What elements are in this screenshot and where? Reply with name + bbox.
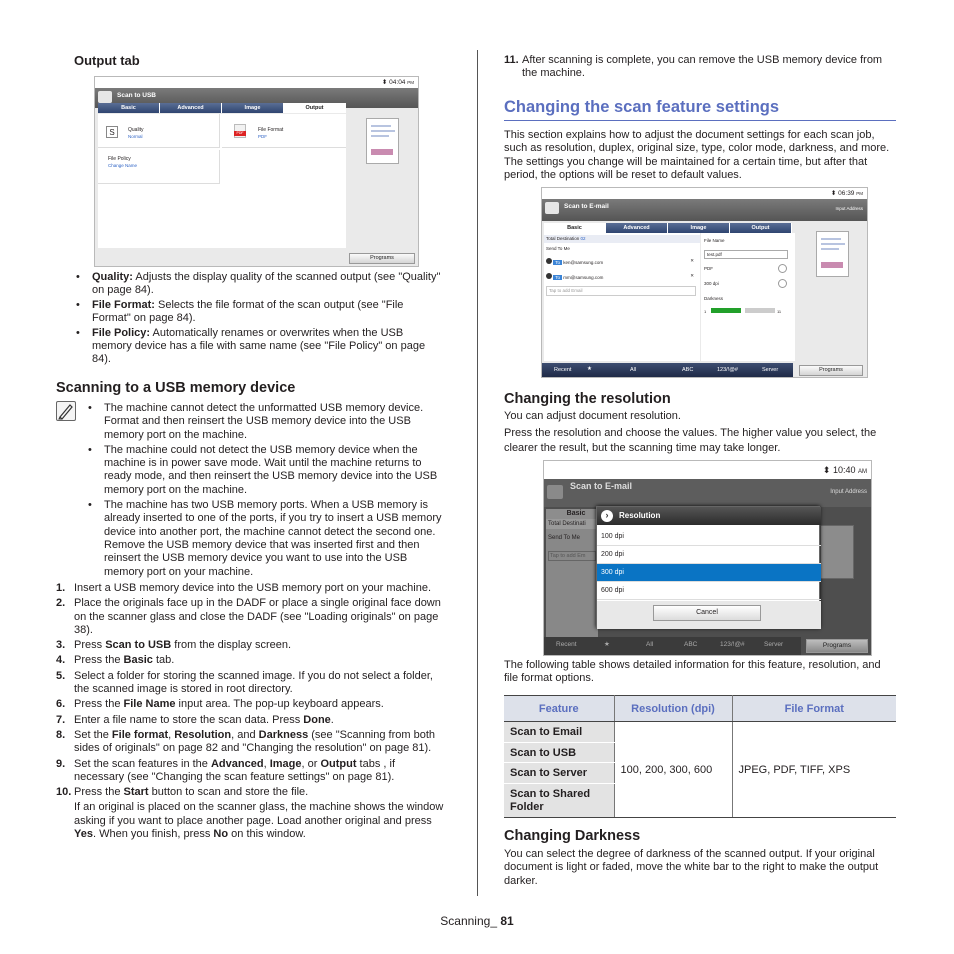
- status-bar: ⬍ 04:04 PM: [95, 77, 418, 88]
- resolution-paragraph-2: Press the resolution and choose the values. The higher value you select, the clearer the result, but the scanning time may take longer.: [504, 427, 877, 454]
- feature-cell: Scan to Server: [504, 763, 614, 784]
- feature-cell: Scan to Shared Folder: [504, 784, 614, 818]
- feature-cell: Scan to USB: [504, 743, 614, 763]
- nav-123[interactable]: 123/!@#: [720, 641, 745, 648]
- step-item: 3. Press Scan to USB from the display screen.: [56, 639, 292, 652]
- programs-button[interactable]: Programs: [806, 639, 868, 653]
- column-header: Resolution (dpi): [614, 696, 732, 722]
- step-item: 4. Press the Basic tab.: [56, 654, 175, 667]
- tab-bar: [98, 103, 346, 113]
- quality-value[interactable]: Normal: [128, 134, 143, 139]
- input-address-button[interactable]: Input Address: [835, 206, 863, 211]
- nav-123[interactable]: 123/!@#: [717, 367, 738, 373]
- usb-icon: ⬍: [381, 79, 388, 86]
- step-item: 8. Set the File format, Resolution, and Darkness (see "Scanning from both sides of originals" on page 82 and "Changing the resolution" on page 81).: [56, 728, 436, 755]
- screen-title: Scan to E-mail: [564, 203, 609, 210]
- step-item: 7. Enter a file name to store the scan data. Press Done.: [56, 713, 334, 726]
- screen-title-bar: [542, 199, 867, 221]
- page-footer: [0, 914, 954, 928]
- step-10-note: If an original is placed on the scanner glass, the machine shows the window asking if you want to place another page. Load another original and press Yes. When you finish, press No on this window.: [74, 801, 444, 841]
- format-value[interactable]: PDF: [704, 266, 713, 271]
- preview-thumbnail: [820, 525, 854, 579]
- usb-icon: ⬍: [830, 190, 837, 197]
- column-divider: [477, 50, 478, 896]
- file-policy-label: File Policy: [108, 156, 131, 162]
- table-row: [504, 722, 896, 743]
- dialog-footer: [597, 601, 821, 629]
- pdf-icon: PDF: [234, 124, 246, 138]
- cancel-button[interactable]: Cancel: [653, 605, 761, 621]
- recipient-row-1[interactable]: To ken@samsung.com ✕: [546, 258, 696, 265]
- step-item: 6. Press the File Name input area. The pop-up keyboard appears.: [56, 698, 384, 711]
- step-item: 1. Insert a USB memory device into the USB memory port on your machine.: [56, 582, 432, 594]
- status-bar: ⬍ 10:40 AM: [544, 461, 871, 479]
- tab-bar: [544, 223, 792, 233]
- programs-button[interactable]: Programs: [349, 253, 415, 264]
- file-format-option[interactable]: [222, 114, 346, 148]
- quality-label: Quality: [128, 127, 144, 133]
- remove-icon: ✕: [690, 273, 694, 278]
- destination-pane: [544, 233, 700, 361]
- preview-thumbnail: [366, 118, 399, 164]
- tab-output[interactable]: Output: [730, 223, 792, 233]
- home-icon[interactable]: [545, 202, 559, 214]
- preview-thumbnail: [816, 231, 849, 277]
- table-intro: The following table shows detailed information for this feature, resolution, and file format options.: [504, 659, 881, 685]
- nav-abc[interactable]: ABC: [682, 367, 694, 373]
- nav-recent[interactable]: Recent: [554, 367, 572, 373]
- darkness-slider-track[interactable]: [745, 308, 775, 313]
- feature-table: [504, 695, 896, 818]
- page-number: 81: [500, 914, 514, 928]
- scan-to-email-screenshot: [541, 187, 868, 378]
- tab-basic[interactable]: Basic: [98, 103, 160, 113]
- nav-all[interactable]: All: [630, 367, 637, 373]
- format-cell: JPEG, PDF, TIFF, XPS: [732, 722, 896, 818]
- scan-feature-settings-heading: Changing the scan feature settings: [504, 98, 780, 116]
- dimmed-destination-pane: Total Destinati Send To Me Tap to add Em: [546, 519, 598, 639]
- nav-server[interactable]: Server: [764, 641, 784, 648]
- tab-basic[interactable]: Basic: [546, 509, 606, 519]
- feature-cell: Scan to Email: [504, 722, 614, 743]
- bottom-navigation: [542, 363, 793, 378]
- step-11: 11. After scanning is complete, you can remove the USB memory device from the machine.: [504, 54, 883, 80]
- star-icon[interactable]: ★: [587, 366, 592, 372]
- step-item: 5. Select a folder for storing the scanned image. If you do not select a folder, the scanned image is stored in root directory.: [56, 669, 433, 696]
- quality-option[interactable]: [98, 114, 220, 148]
- output-tab-heading: Output tab: [74, 53, 140, 68]
- nav-all[interactable]: All: [646, 641, 654, 648]
- darkness-paragraph: You can select the degree of darkness of the scanned output. If your original document is light or faded, move the white bar to the right to make the output darker.: [504, 848, 879, 887]
- input-address-button[interactable]: Input Address: [830, 489, 867, 495]
- scan-to-usb-screenshot: [94, 76, 419, 267]
- note-bullet: • The machine could not detect the USB memory device when the machine is in power save mode. Wait until the machine returns to ready mode, and then reinsert the USB memory device into the USB memory port on the machine.: [86, 444, 448, 497]
- file-policy-option[interactable]: [98, 150, 220, 184]
- resolution-dialog: [596, 506, 820, 628]
- resolution-cell: 100, 200, 300, 600: [614, 722, 732, 818]
- output-pane: [98, 114, 346, 248]
- bullet-quality: • Quality: Adjusts the display quality of the scanned output (see "Quality" on page 84).: [74, 271, 444, 298]
- nav-server[interactable]: Server: [762, 367, 779, 373]
- intro-paragraph: This section explains how to adjust the document settings for each scan job, such as resolution, duplex, original size, type, color mode, darkness, and more. The settings you change will be maintained for a certain time, but after that period, the options will be reset to default values.: [504, 129, 890, 181]
- dialog-title: › Resolution: [597, 507, 821, 525]
- home-icon[interactable]: [98, 91, 112, 103]
- resolution-dialog-screenshot: [543, 460, 872, 656]
- column-header: Feature: [504, 696, 614, 722]
- usb-icon: ⬍: [822, 465, 831, 475]
- usb-heading: Scanning to a USB memory device: [56, 380, 296, 396]
- column-header: File Format: [732, 696, 896, 722]
- chevron-right-icon[interactable]: [778, 264, 787, 273]
- resolution-value[interactable]: 300 dpi: [704, 281, 719, 286]
- file-name-label: File Name: [704, 238, 725, 243]
- home-icon[interactable]: [547, 485, 563, 499]
- file-name-input[interactable]: test.pdf: [704, 250, 788, 259]
- tab-basic[interactable]: Basic: [544, 223, 606, 233]
- tap-to-add-email-input[interactable]: Tap to add Email: [546, 286, 696, 296]
- output-bullet-list: [74, 271, 444, 368]
- quality-icon: S: [106, 126, 118, 138]
- file-policy-value[interactable]: Change Name: [108, 163, 138, 168]
- resolution-option[interactable]: 100 dpi: [597, 528, 821, 546]
- screen-title-bar: Scan to E-mail Input Address: [544, 479, 871, 507]
- resolution-option-list: [597, 528, 821, 600]
- recipient-row-2[interactable]: To mm@samsung.com ✕: [546, 273, 696, 280]
- chevron-right-icon: ›: [601, 510, 613, 522]
- nav-recent[interactable]: Recent: [556, 641, 577, 648]
- resolution-heading: Changing the resolution: [504, 391, 671, 407]
- status-bar: ⬍ 06:39 PM: [542, 188, 867, 199]
- usb-step-list: [56, 582, 448, 843]
- darkness-slider-fill[interactable]: [711, 308, 741, 313]
- clock: 04:04: [389, 79, 406, 86]
- resolution-option[interactable]: 300 dpi: [597, 564, 821, 582]
- tab-output[interactable]: Output: [284, 103, 346, 113]
- heading-rule: [504, 120, 896, 121]
- note-bullet-list: [86, 402, 448, 580]
- tab-image[interactable]: Image: [222, 103, 284, 113]
- total-destination: Total Destination 02: [544, 235, 700, 243]
- footer-section: Scanning_: [440, 914, 497, 928]
- note-bullet: • The machine cannot detect the unformatted USB memory device. Format and then reinsert the USB memory device into the USB memory port on the machine.: [86, 402, 448, 442]
- file-format-label: File Format: [258, 127, 284, 133]
- bullet-file-policy: • File Policy: Automatically renames or overwrites when the USB memory device has a file with same name (see "File Policy" on page 84).: [74, 327, 444, 367]
- note-icon: [56, 401, 76, 421]
- resolution-option[interactable]: 600 dpi: [597, 582, 821, 600]
- chevron-right-icon[interactable]: [778, 279, 787, 288]
- star-icon[interactable]: ★: [604, 641, 610, 648]
- programs-button[interactable]: Programs: [799, 365, 863, 376]
- resolution-paragraph-1: You can adjust document resolution.: [504, 410, 681, 422]
- settings-pane: File Name test.pdf PDF 300 dpi Darkness 1 11: [701, 233, 795, 361]
- bottom-navigation: [544, 637, 801, 655]
- bullet-file-format: • File Format: Selects the file format of the scan output (see "File Format" on page 84).: [74, 299, 444, 326]
- tab-advanced[interactable]: Advanced: [606, 223, 668, 233]
- tab-image[interactable]: Image: [668, 223, 730, 233]
- darkness-label: Darkness: [704, 296, 724, 301]
- nav-abc[interactable]: ABC: [684, 641, 698, 648]
- remove-icon: ✕: [690, 258, 694, 263]
- step-item: 10. Press the Start button to scan and store the file.: [56, 786, 309, 799]
- resolution-option[interactable]: 200 dpi: [597, 546, 821, 564]
- step-item: 2. Place the originals face up in the DADF or place a single original face down on the scanner glass and close the DADF (see "Loading originals" on page 38).: [56, 597, 441, 636]
- tab-advanced[interactable]: Advanced: [160, 103, 222, 113]
- step-item: 9. Set the scan features in the Advanced, Image, or Output tabs , if necessary (see "Changing the scan feature settings" on page 81).: [56, 757, 396, 783]
- screen-title: Scan to USB: [117, 92, 157, 99]
- send-to-me-label[interactable]: Send To Me: [546, 246, 570, 251]
- file-format-value[interactable]: PDF: [258, 134, 267, 139]
- note-bullet: • The machine has two USB memory ports. When a USB memory is already inserted to one of the ports, if you try to insert a USB memory device into another port, the machine cannot detect the second one. Remove the USB memory device that was inserted first and then reinsert the USB memory device you want to use into the USB memory port on your machine.: [86, 499, 448, 579]
- darkness-heading: Changing Darkness: [504, 828, 641, 844]
